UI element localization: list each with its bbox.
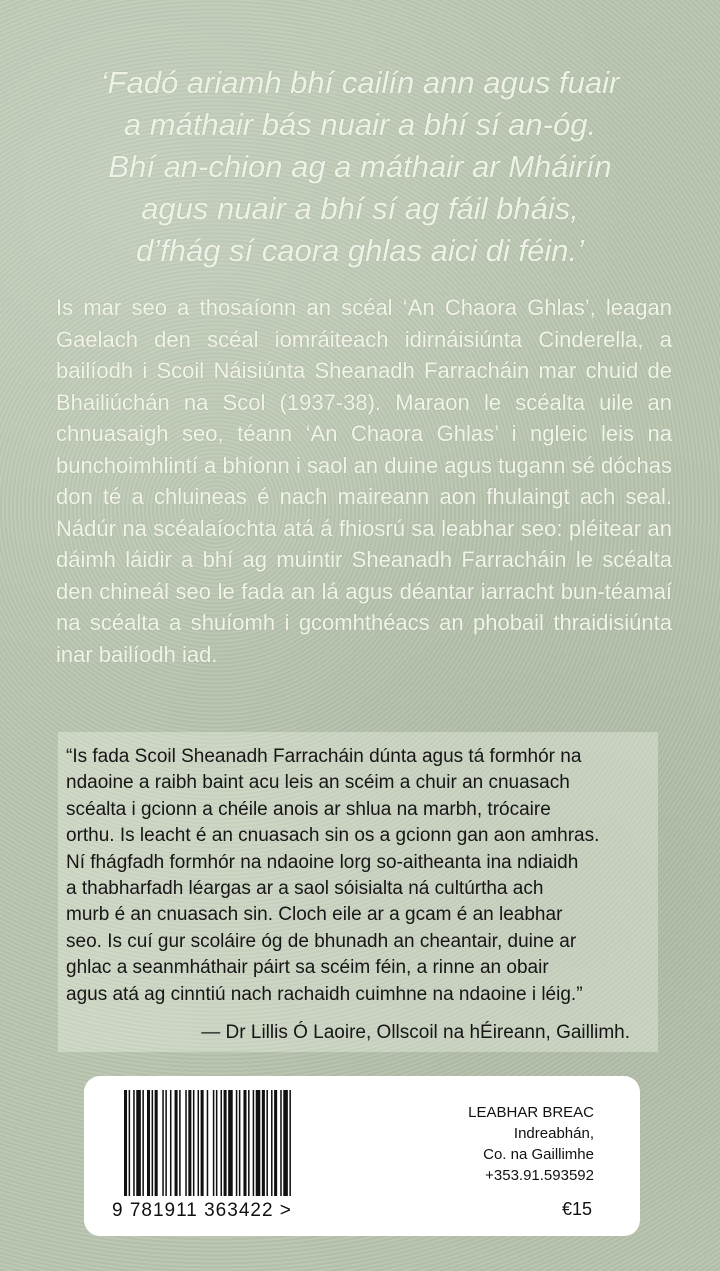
- review-attribution: — Dr Lillis Ó Laoire, Ollscoil na hÉireann, Gaillimh.: [201, 1022, 630, 1043]
- publisher-phone: +353.91.593592: [485, 1167, 594, 1184]
- review-line: ndaoine a raibh baint acu leis an scéim a chuir an cnuasach: [66, 772, 570, 794]
- review-quote: [66, 744, 642, 1008]
- review-line: murb é an cnuasach sin. Cloch eile ar a gcam é an leabhar: [66, 904, 563, 926]
- barcode-image: [124, 1090, 294, 1196]
- quote-line: Bhí an-chion ag a máthair ar Mháirín: [108, 149, 612, 184]
- review-line: Ní fhágfadh formhór na ndaoine lorg so-aitheanta ina ndiaidh: [66, 851, 579, 873]
- quote-line: ‘Fadó ariamh bhí cailín ann agus fuair: [100, 65, 620, 100]
- review-line: ghlac a seanmháthair páirt sa scéim féin, a rinne an obair: [66, 957, 549, 979]
- publisher-address-line: Co. na Gaillimhe: [483, 1146, 594, 1163]
- quote-line: a máthair bás nuair a bhí sí an-óg.: [123, 107, 597, 142]
- review-line: a thabharfadh léargas ar a saol sóisialta ná cultúrtha ach: [66, 878, 544, 900]
- review-line: “Is fada Scoil Sheanadh Farracháin dúnta agus tá formhór na: [66, 746, 582, 767]
- review-line: seo. Is cuí gur scoláire óg de bhunadh an cheantair, duine ar: [66, 930, 577, 952]
- pull-quote: [60, 62, 660, 272]
- quote-line: agus nuair a bhí sí ag fáil bháis,: [141, 191, 579, 226]
- review-line: orthu. Is leacht é an cnuasach sin os a gcionn gan aon amhras.: [66, 825, 600, 847]
- blurb-paragraph: Is mar seo a thosaíonn an scéal ‘An Chaora Ghlas’, leagan Gaelach den scéal iomráiteach idirnáisiúnta Cinderella, a bailíodh i Scoil Náisiúnta Sheanadh Farracháin mar chuid de Bhailiúchán na Scol (1937-38). Maraon le scéalta uile an chnuasaigh seo, téann ‘An Chaora Ghlas’ i ngleic leis na bunchoimhlintí a bhíonn i saol an duine agus tugann sé dóchas don té a chluineas é nach maireann aon fhulaingt ach seal. Nádúr na scéalaíochta atá á fhiosrú sa leabhar seo: pléitear an dáimh láidir a bhí ag muintir Sheanadh Farracháin le scéalta den chineál seo le fada an lá agus déantar iarracht bun-téamaí na scéalta a shuíomh i gcomhthéacs an phobail thraidisiúnta inar bailíodh iad.: [56, 295, 672, 667]
- publisher-info: [374, 1102, 594, 1186]
- review-line: scéalta i gcionn a chéile anois ar shlua na marbh, trócaire: [66, 798, 551, 820]
- publisher-name: LEABHAR BREAC: [468, 1104, 594, 1121]
- publisher-address-line: Indreabhán,: [513, 1125, 594, 1142]
- review-line: agus atá ag cinntiú nach rachaidh cuimhne na ndaoine i léig.”: [66, 983, 583, 1005]
- price-label: €15: [561, 1199, 592, 1219]
- quote-line: d’fhág sí caora ghlas aici di féin.’: [135, 233, 585, 268]
- isbn-number: 9 781911 363422 >: [112, 1200, 292, 1221]
